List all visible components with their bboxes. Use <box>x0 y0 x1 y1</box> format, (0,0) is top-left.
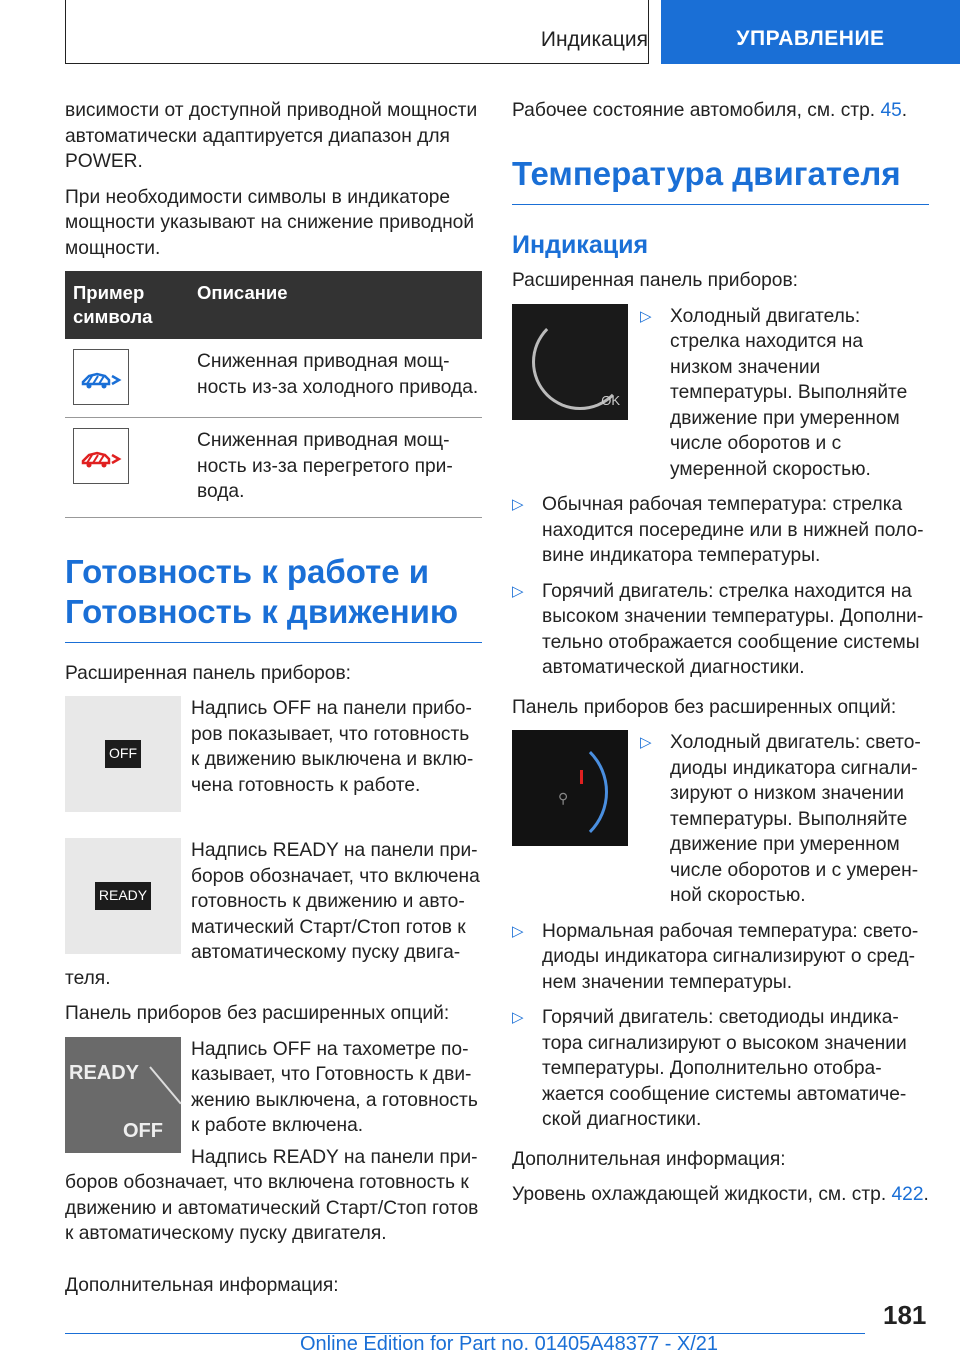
coolant-end: . <box>923 1184 929 1205</box>
tacho-needle <box>149 1066 181 1104</box>
off-badge: OFF <box>105 740 141 768</box>
car-cold-power-icon <box>73 349 129 405</box>
table-cell-description: Сниженная приводная мощность из-за холодного привода. <box>189 339 482 418</box>
table-row <box>65 339 482 418</box>
paragraph-extended-panel: Расширенная панель приборов: <box>65 662 351 684</box>
coolant-text: Уровень охлаждающей жидкости, см. стр. <box>512 1184 887 1205</box>
page-number: 181 <box>883 1300 927 1330</box>
paragraph-coolant <box>512 1182 929 1208</box>
header-section-title: Индикация <box>540 28 648 51</box>
paragraph-more-info-right: Дополнительная информация: <box>512 1148 786 1170</box>
gauge-ok-label: OK <box>601 393 620 408</box>
table-cell-description: Сниженная приводная мощность из-за перегретого привода. <box>189 418 482 518</box>
footer-edition: Online Edition for Part no. 01405A48377 - X/21 <box>300 1333 719 1355</box>
paragraph-basic-panel-right: Панель приборов без расширенных опций: <box>512 696 897 718</box>
paragraph-power-range: висимости от доступной приводной мощности автоматически адаптируется диапазон для POWER. <box>65 100 478 172</box>
heading-indication: Индикация <box>512 230 649 259</box>
led-warning-dot <box>580 770 583 784</box>
car-hot-power-icon <box>73 428 129 484</box>
list-item: ▷ Обычная рабочая температура: стрелка находится посередине или в нижней половине индикатора температуры. <box>512 492 929 569</box>
tacho-off-label: OFF <box>123 1120 163 1142</box>
right-column <box>512 98 929 1218</box>
paragraph-tacho-ready: Надпись READY на панели приборов обозначает, что включена готовность к движению и автоматический Старт/Стоп готов к автоматическому пуску двигателя. <box>65 1146 479 1244</box>
ready-indicator-image <box>65 838 181 954</box>
tachometer-ready-off-image <box>65 1037 181 1153</box>
list-item: ▷ Горячий двигатель: светодиоды индикатора сигнализируют о высоком значении температуры. Дополнительно отображается сообщение системы автоматической диагностики. <box>512 1005 929 1133</box>
table-row <box>65 418 482 518</box>
link-page-422[interactable]: 422 <box>891 1184 924 1205</box>
ready-badge: READY <box>95 882 151 910</box>
list-item: ▷ Холодный двигатель: светодиоды индикатора сигнализируют о низком значении температуры. Выполняйте движение при умеренном числе оборотов и с умеренной скоростью. <box>640 730 929 909</box>
list-item: ▷ Холодный двигатель: стрелка находится на низком значении температуры. Выполняйте движение при умеренном числе оборотов и с умеренной скоростью. <box>640 304 929 483</box>
vehicle-state-text: Рабочее состояние автомобиля, см. стр. <box>512 100 876 121</box>
vehicle-state-end: . <box>901 100 908 121</box>
temp-led-gauge-image <box>512 730 628 846</box>
left-column <box>65 98 482 1308</box>
paragraph-power-symbols: При необходимости символы в индикаторе мощности указывают на снижение приводной мощности. <box>65 186 475 259</box>
table-header-symbol: Пример символа <box>65 271 189 339</box>
paragraph-vehicle-state <box>512 98 929 124</box>
led-arc <box>492 734 608 850</box>
paragraph-more-info: Дополнительная информация: <box>65 1274 339 1296</box>
paragraph-tacho-off: Надпись OFF на тахометре показывает, что Готовность к движению выключена, а готовность к работе включена. <box>191 1038 478 1136</box>
paragraph-basic-panel: Панель приборов без расширенных опций: <box>65 1003 450 1024</box>
table-header-description: Описание <box>189 271 482 339</box>
table-cell-icon <box>65 418 189 518</box>
link-page-45[interactable]: 45 <box>880 100 902 121</box>
table-header-row <box>65 271 482 339</box>
header-chapter-tab <box>661 0 960 64</box>
off-indicator-image <box>65 696 181 812</box>
list-item: ▷ Нормальная рабочая температура: светодиоды индикатора сигнализируют о среднем значении температуры. <box>512 919 929 996</box>
paragraph-off-text: Надпись OFF на панели приборов показывает, что готовность к движению выключена и включена готовность к работе. <box>191 698 474 796</box>
header-chapter-label: УПРАВЛЕНИЕ <box>736 27 885 50</box>
tacho-ready-label: READY <box>69 1061 140 1084</box>
temp-gauge-extended-image <box>512 304 628 420</box>
list-item: ▷ Горячий двигатель: стрелка находится на высоком значении температуры. Дополнительно отображается сообщение системы автоматической диагностики. <box>512 579 929 681</box>
heading-engine-temp: Температура двигателя <box>512 154 929 205</box>
paragraph-extended-panel-right: Расширенная панель приборов: <box>512 270 798 291</box>
table-cell-icon <box>65 339 189 418</box>
paragraph-ready-text: Надпись READY на панели приборов обозначает, что включена готовность к движению и автоматический Старт/Стоп готов к автоматическому пуску двигателя. <box>65 840 480 989</box>
heading-readiness: Готовность к работе и Готовность к движению <box>65 552 482 643</box>
symbol-table <box>65 271 482 518</box>
coolant-temp-icon: ⚲ <box>558 790 569 806</box>
